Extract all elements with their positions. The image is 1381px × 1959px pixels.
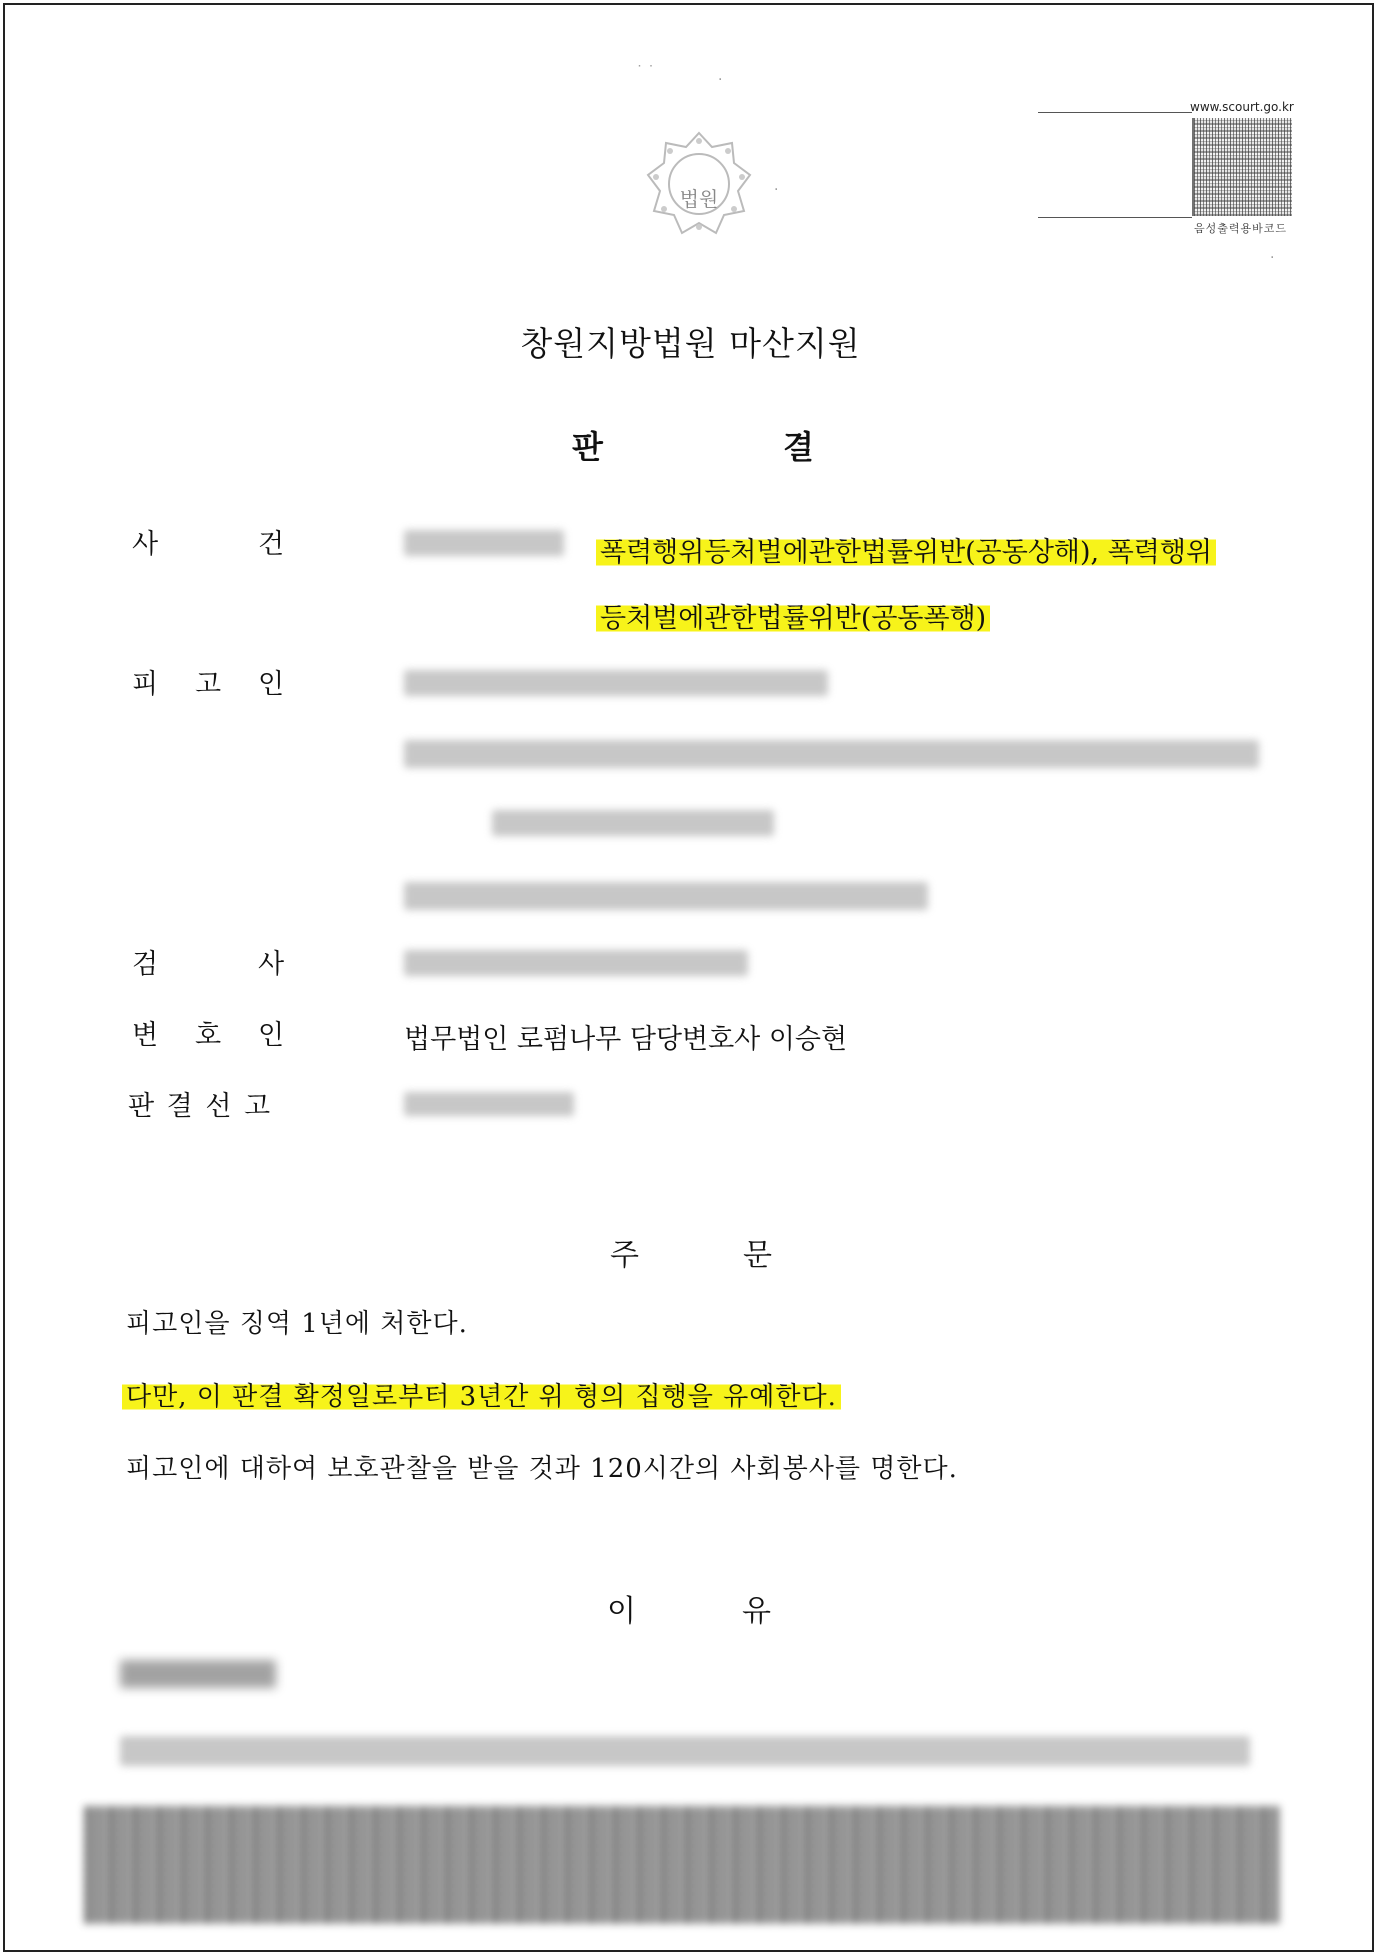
counsel-label: 변 bbox=[132, 1020, 159, 1051]
barcode-rule bbox=[1038, 112, 1192, 113]
redacted-reason-heading bbox=[120, 1660, 276, 1688]
scan-mark: · bbox=[718, 72, 723, 88]
defendant-label: 인 bbox=[258, 669, 285, 700]
barcode-url: www.scourt.go.kr bbox=[1190, 100, 1294, 114]
counsel-value: 법무법인 로펌나무 담당변호사 이승현 bbox=[404, 1024, 848, 1055]
redacted-defendant-registration bbox=[404, 882, 928, 910]
redacted-sentencing-date bbox=[404, 1092, 574, 1116]
redacted-reason-text bbox=[120, 1736, 1250, 1766]
scan-mark: · bbox=[774, 182, 779, 198]
reason-title-right: 유 bbox=[742, 1594, 771, 1629]
reason-title-left: 이 bbox=[607, 1594, 636, 1629]
case-label: 사 bbox=[132, 529, 159, 560]
counsel-label: 인 bbox=[258, 1020, 285, 1051]
case-label: 건 bbox=[258, 529, 285, 560]
prosecutor-label: 검 bbox=[132, 949, 159, 980]
scan-mark: · bbox=[1270, 250, 1275, 266]
scan-mark: ˙ ˙ bbox=[636, 64, 655, 80]
redacted-defendant-address bbox=[404, 740, 1259, 768]
order-line-3: 피고인에 대하여 보호관찰을 받을 것과 120시간의 사회봉사를 명한다. bbox=[126, 1454, 958, 1484]
sentencing-label: 판 결 선 고 bbox=[128, 1091, 273, 1122]
case-name-line2: 등처벌에관한법률위반(공동폭행) bbox=[596, 596, 990, 635]
order-line-1: 피고인을 징역 1년에 처한다. bbox=[126, 1309, 468, 1339]
seal-text: 법원 bbox=[679, 187, 719, 211]
court-name: 창원지방법원 마산지원 bbox=[520, 324, 861, 363]
case-name-line1: 폭력행위등처벌에관한법률위반(공동상해), 폭력행위 bbox=[596, 530, 1216, 569]
redacted-prosecutor bbox=[404, 950, 748, 976]
defendant-label: 고 bbox=[195, 669, 222, 700]
judgment-title-left: 판 bbox=[572, 428, 603, 466]
redacted-case-number bbox=[404, 530, 564, 556]
order-title-right: 문 bbox=[743, 1238, 772, 1273]
barcode-rule bbox=[1038, 217, 1192, 218]
judgment-title-right: 결 bbox=[783, 428, 814, 466]
redacted-defendant-address bbox=[492, 810, 774, 836]
redacted-defendant-id bbox=[404, 670, 828, 696]
prosecutor-label: 사 bbox=[258, 949, 285, 980]
barcode-icon bbox=[1192, 118, 1292, 216]
redacted-reason-block bbox=[84, 1806, 1280, 1924]
defendant-label: 피 bbox=[132, 669, 159, 700]
barcode-label: 음성출력용바코드 bbox=[1194, 222, 1288, 235]
counsel-label: 호 bbox=[195, 1020, 222, 1051]
order-title-left: 주 bbox=[610, 1238, 639, 1273]
order-line-2: 다만, 이 판결 확정일로부터 3년간 위 형의 집행을 유예한다. bbox=[122, 1376, 841, 1413]
